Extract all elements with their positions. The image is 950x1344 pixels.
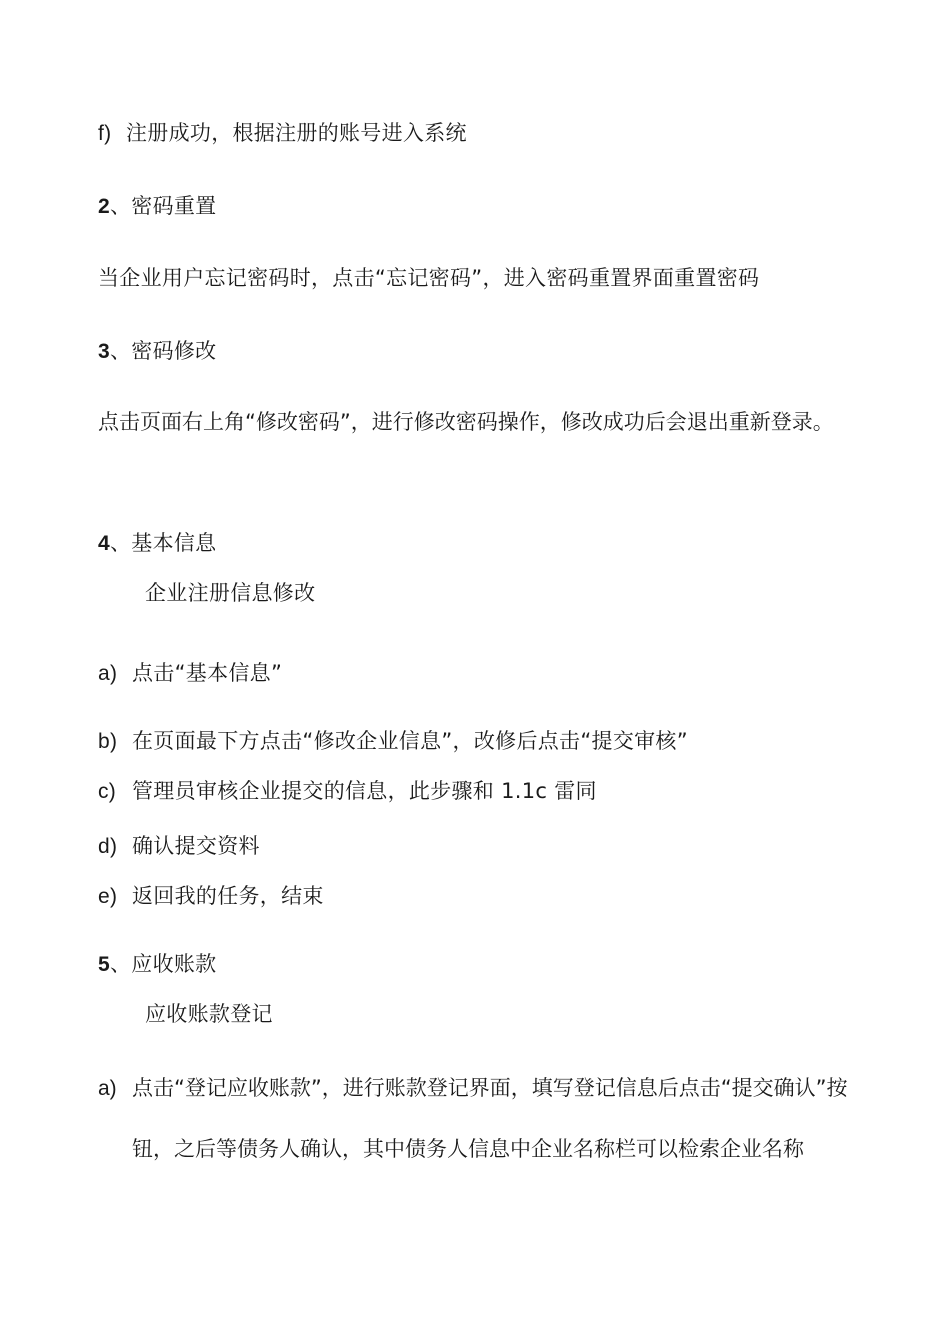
list-item-text: 点击“登记应收账款”，进行账款登记界面，填写登记信息后点击“提交确认”按钮，之后等债务人确认，其中债务人信息中企业名称栏可以检索企业名称: [132, 1076, 848, 1161]
section-2-number: 2: [98, 195, 110, 218]
step-f: [98, 118, 467, 149]
section-4-item-b: [98, 726, 688, 757]
section-5-number: 5: [98, 953, 110, 976]
section-2-heading: [98, 191, 216, 222]
section-2-body: 当企业用户忘记密码时，点击“忘记密码”，进入密码重置界面重置密码: [98, 266, 760, 290]
list-marker: a): [98, 1077, 117, 1100]
list-marker: e): [98, 885, 118, 908]
step-f-marker: f): [98, 122, 112, 145]
section-5-item-a: [98, 1058, 858, 1179]
section-2-title: 、密码重置: [109, 194, 217, 218]
section-3-title: 、密码修改: [109, 339, 217, 363]
section-5-title: 、应收账款: [109, 952, 217, 976]
section-5-heading: [98, 949, 216, 980]
section-4-item-a: [98, 658, 282, 689]
list-item-text: 点击“基本信息”: [132, 661, 283, 685]
section-4-heading: [98, 528, 216, 559]
section-4-number: 4: [98, 532, 110, 555]
list-marker: a): [98, 662, 118, 685]
section-4-subtitle: 企业注册信息修改: [145, 581, 316, 605]
section-3-number: 3: [98, 340, 110, 363]
list-item-text: 管理员审核企业提交的信息，此步骤和 1.1c 雷同: [132, 779, 597, 803]
section-5-subtitle: 应收账款登记: [145, 1002, 273, 1026]
section-4-item-c: [98, 776, 597, 807]
section-4-item-e: [98, 881, 324, 912]
list-marker: b): [98, 730, 118, 753]
list-item-text: 返回我的任务，结束: [132, 884, 324, 908]
list-marker: d): [98, 835, 118, 858]
list-item-text: 在页面最下方点击“修改企业信息”，改修后点击“提交审核”: [132, 729, 688, 753]
step-f-text: 注册成功，根据注册的账号进入系统: [126, 121, 467, 145]
section-3-heading: [98, 336, 216, 367]
list-item-text: 确认提交资料: [132, 834, 260, 858]
section-3-body: 点击页面右上角“修改密码”，进行修改密码操作，修改成功后会退出重新登录。: [98, 410, 834, 434]
section-4-item-d: [98, 831, 260, 862]
list-marker: c): [98, 780, 117, 803]
section-4-title: 、基本信息: [109, 531, 217, 555]
